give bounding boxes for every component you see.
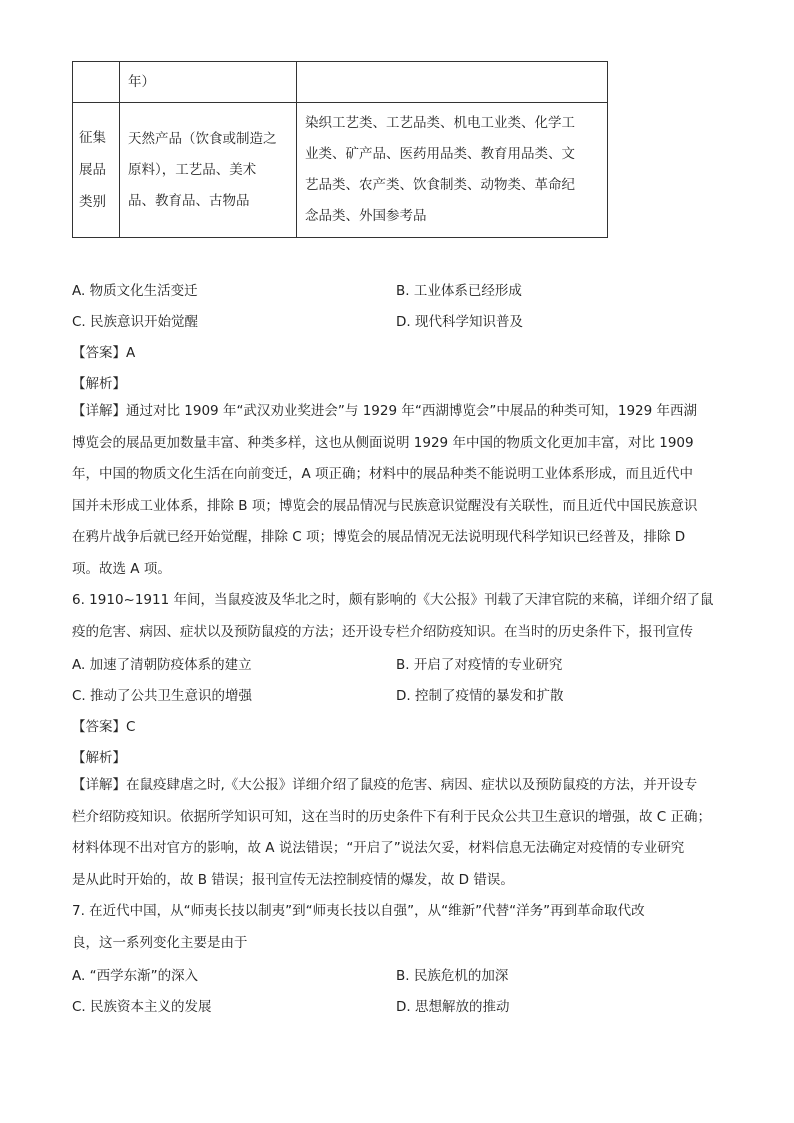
table-cell-1909-categories: 天然产品（饮食或制造之 原料），工艺品、美术 品、教育品、古物品	[120, 103, 297, 238]
q5-analysis-label: 【解析】	[72, 376, 126, 392]
q7-stem: 7. 在近代中国，从“师夷长技以制夷”到“师夷长技以自强”，从“维新”代替“洋务”再到革命取代改 良，这一系列变化主要是由于	[72, 903, 645, 951]
q5-answer: 【答案】A	[72, 345, 136, 361]
table-cell: 年）	[120, 62, 297, 103]
q6-option-b: B. 开启了对疫情的专业研究	[396, 657, 563, 673]
q5-detail: 【详解】通过对比 1909 年“武汉劝业奖进会”与 1929 年“西湖博览会”中展品的种类可知，1929 年西湖 博览会的展品更加数量丰富、种类多样，这也从侧面说明 1929 年中国的物质文化更加丰富，对比 1909 年，中国的物质文化生活在向前变迁，A 项正确；材料中的展品种类不能说明工业体系形成，而且近代中 国并未形成工业体系，排除 B 项；博览会的展品情况与民族意识觉醒没有关联性，而且近代中国民族意识 在鸦片战争后就已经开始觉醒，排除 C 项；博览会的展品情况无法说明现代科学知识已经普及，排除 D 项。故选 A 项。	[72, 403, 698, 577]
q5-option-d: D. 现代科学知识普及	[396, 314, 523, 330]
q6-answer: 【答案】C	[72, 719, 136, 735]
exhibit-comparison-table	[72, 61, 608, 238]
q5-option-b: B. 工业体系已经形成	[396, 283, 522, 299]
q6-option-d: D. 控制了疫情的暴发和扩散	[396, 688, 564, 704]
q7-option-c: C. 民族资本主义的发展	[72, 999, 212, 1015]
q6-option-a: A. 加速了清朝防疫体系的建立	[72, 657, 252, 673]
table-row	[73, 62, 608, 103]
row-header-exhibit-category: 征集 展品 类别	[73, 103, 120, 238]
table-cell	[73, 62, 120, 103]
table-cell	[297, 62, 608, 103]
q6-detail: 【详解】在鼠疫肆虐之时,《大公报》详细介绍了鼠疫的危害、病因、症状以及预防鼠疫的方法，并开设专 栏介绍防疫知识。依据所学知识可知，这在当时的历史条件下有利于民众公共卫生意识的增强，故 C 正确； 材料体现不出对官方的影响，故 A 说法错误；“开启了”说法欠妥，材料信息无法确定对疫情的专业研究 是从此时开始的，故 B 错误；报刊宣传无法控制疫情的爆发，故 D 错误。	[72, 777, 712, 888]
table-row	[73, 103, 608, 238]
q7-option-a: A. “西学东渐”的深入	[72, 968, 199, 984]
q6-option-c: C. 推动了公共卫生意识的增强	[72, 688, 253, 704]
q6-stem: 6. 1910~1911 年间，当鼠疫波及华北之时，颇有影响的《大公报》刊载了天津官院的来稿，详细介绍了鼠 疫的危害、病因、症状以及预防鼠疫的方法；还开设专栏介绍防疫知识。在当时的历史条件下，报刊宣传	[72, 592, 714, 640]
q5-option-a: A. 物质文化生活变迁	[72, 283, 198, 299]
q7-option-b: B. 民族危机的加深	[396, 968, 509, 984]
q7-option-d: D. 思想解放的推动	[396, 999, 510, 1015]
table-cell-1929-categories: 染织工艺类、工艺品类、机电工业类、化学工 业类、矿产品、医药用品类、教育用品类、文 艺品类、农产类、饮食制类、动物类、革命纪 念品类、外国参考品	[297, 103, 608, 238]
q6-analysis-label: 【解析】	[72, 750, 126, 766]
q5-option-c: C. 民族意识开始觉醒	[72, 314, 199, 330]
